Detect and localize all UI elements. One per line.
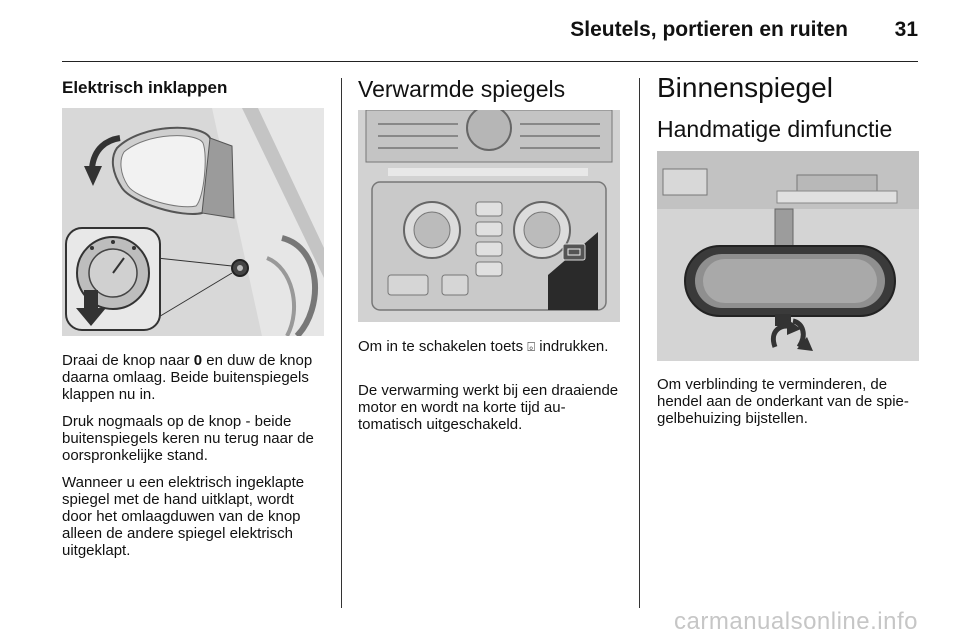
paragraph-fold-2: Druk nogmaals op de knop - beide buitenspiegels keren nu terug naar de oorspronkelijke stand. xyxy=(62,413,314,464)
section-subheading: Handmatige dimfunctie xyxy=(657,116,893,142)
paragraph-text: Om in te schakelen toets xyxy=(358,338,528,355)
paragraph-fold-3: Wanneer u een elektrisch ingeklapte spiegel met de hand uitklapt, wordt door het omlaagduwen van de knop alleen de andere spiegel elektrisch uitgeklapt. xyxy=(62,474,305,559)
paragraph-text: indrukken. xyxy=(535,338,609,355)
heated-mirror-figure xyxy=(358,110,620,322)
header-rule xyxy=(62,61,918,62)
paragraph-dim-1: Om verblinding te verminderen, de hendel aan de onderkant van de spiegelbehuizing bijstellen. xyxy=(657,376,909,427)
page-number: 31 xyxy=(894,18,918,41)
section-heading: Elektrisch inklappen xyxy=(62,78,228,97)
section-heading: Binnenspiegel xyxy=(657,72,833,103)
section-heading: Verwarmde spiegels xyxy=(358,76,566,102)
mirror-fold-figure xyxy=(62,108,324,336)
interior-mirror-figure xyxy=(657,151,919,361)
paragraph-text: Draai de knop naar xyxy=(62,352,194,369)
paragraph-heat-2: De verwarming werkt bij een draaiende motor en wordt na korte tijd automatisch uitgeschakeld. xyxy=(358,382,619,433)
climate-panel-illustration xyxy=(358,110,620,322)
column-divider-2 xyxy=(639,78,640,608)
interior-mirror-illustration xyxy=(657,151,919,361)
footer-watermark: carmanualsonline.info xyxy=(674,608,918,635)
paragraph-heat-1 xyxy=(358,338,620,356)
column-divider-1 xyxy=(341,78,342,608)
header-title: Sleutels, portieren en ruiten xyxy=(570,18,848,41)
paragraph-fold-1 xyxy=(62,352,326,403)
mirror-fold-illustration xyxy=(62,108,324,336)
knob-position-value: 0 xyxy=(193,352,203,369)
paragraph-text: en duw de knop daarna omlaag. Beide buitenspiegels klappen nu in. xyxy=(62,352,313,403)
heated-mirror-icon: ⌻ xyxy=(527,340,536,355)
